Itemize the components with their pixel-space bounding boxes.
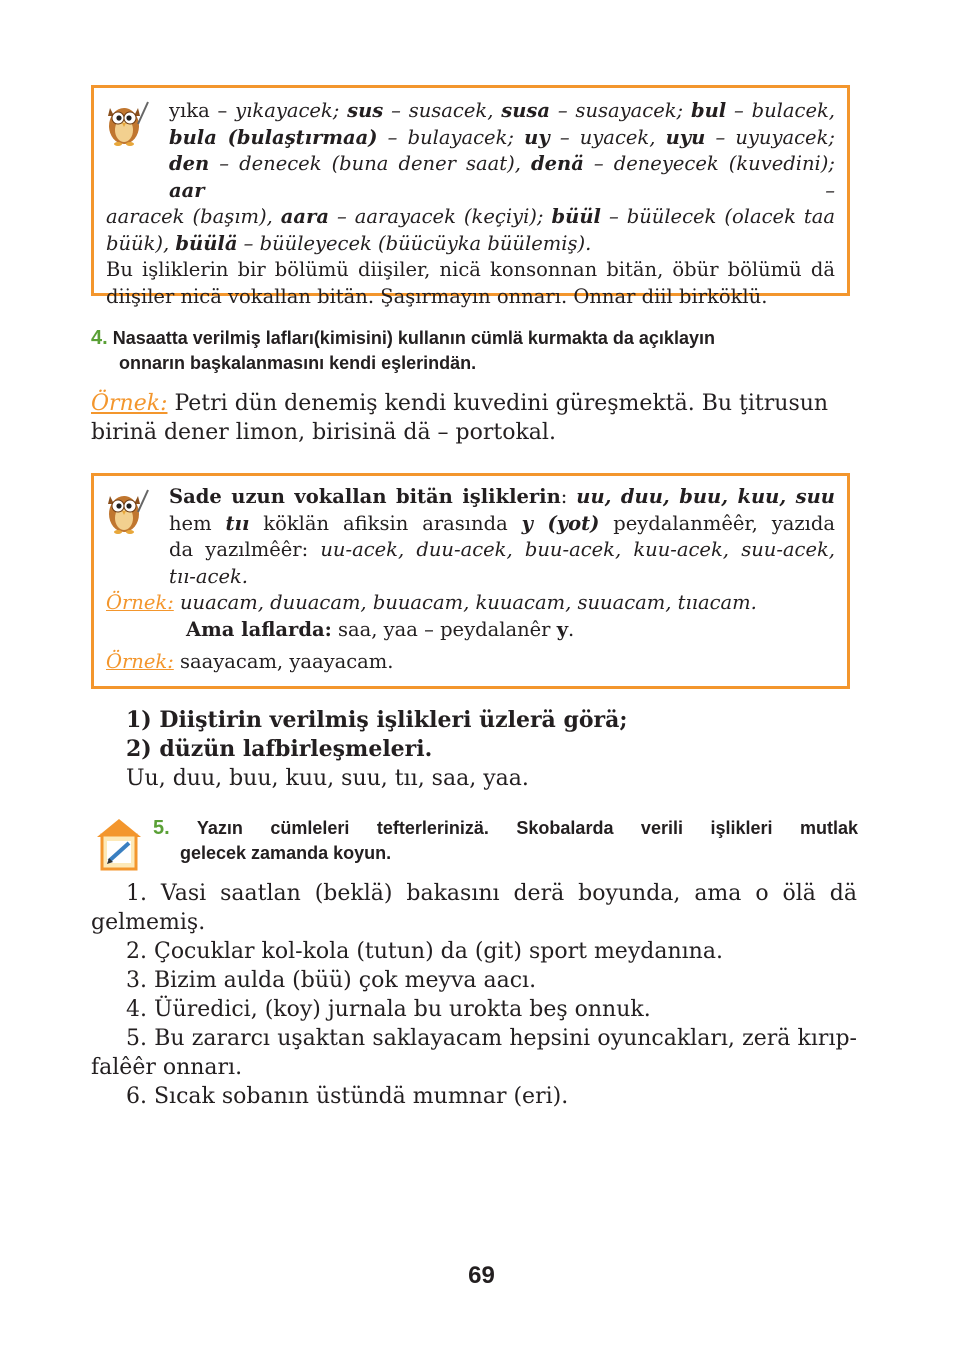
note-line [106,484,835,511]
task-text: Nasaatta verilmiş lafları(kimisini) kullanın cümlä kurmakta da açıklayın [112,328,715,348]
text-run: – büüleyecek (büücüyka büülemiş). [237,231,592,255]
instruction-line: 1) Diiştirin verilmiş işlikleri üzlerä görä; [126,707,628,733]
text-run: uy [524,125,550,149]
text-run: uu-acek, duu-acek, buu-acek, kuu-acek, suu-acek, [320,538,836,561]
note-line [106,511,835,538]
text-run: y (yot) [521,511,600,535]
text-run: – uyuyacek; [705,125,835,149]
note-example [106,649,835,676]
text-run: uyu [665,125,706,149]
text-run: büük), [106,231,176,255]
owl-icon [102,484,150,536]
task-number: 4. [91,327,108,349]
text-run: yıkayacek; [235,99,348,122]
text-run: tıı-acek. [169,564,248,588]
text-run: – bulacek, [726,99,836,122]
note-line [106,151,835,204]
task-text: onnarın başkalanmasını kendi eşlerindän. [119,353,477,373]
note-example [106,590,835,617]
text-run: – bulayacek; [377,125,525,149]
task-text: Yazın cümleleri tefterlerinizä. Skobalarda verili işlikleri mutlak [196,818,858,838]
example-text: saayacam, yaayacam. [173,650,394,673]
text-run: bula (bulaştırmaa) [169,125,378,149]
example-text: uuacam, duuacam, buuacam, kuuacam, suuacam, tııacam. [173,591,757,614]
note-line [106,125,835,152]
task-number: 5. [153,817,170,839]
text-run: denä [530,152,584,175]
text-run: bul [690,99,727,122]
page-number: 69 [468,1262,495,1289]
text-run: – uyacek, [549,125,666,149]
text-run: aar [169,178,205,202]
example-label: Örnek: [106,591,174,614]
text-run: – [204,178,835,202]
text-run: büülä [175,231,238,255]
text-run: – susayacek; [550,99,691,122]
example-text: Petri dün denemiş kendi kuvedini güreşmektä. Bu ţitrusun [167,391,829,416]
text-run: hem [169,511,226,535]
sentence: 4. Üüredici, (koy) jurnala bu urokta beş onnuk. [126,997,651,1022]
sentence: gelmemiş. [91,910,206,935]
sentence: 3. Bizim aulda (büü) çok meyva aacı. [126,968,537,993]
text-run: – denecek (buna dener saat), [209,152,531,175]
grammar-note-box-2 [91,473,850,689]
sentence: 6. Sıcak sobanın üstündä mumnar (eri). [126,1084,569,1109]
note-line [106,537,835,564]
instruction-line: 2) düzün lafbirleşmeleri. [126,736,433,762]
note-line [106,204,835,231]
text-run: aaracek (başım), [106,205,281,228]
example-paragraph [91,389,851,447]
word-list: Uu, duu, buu, kuu, suu, tıı, saa, yaa. [126,766,529,791]
note-line [106,284,835,311]
text-run: : [560,485,577,508]
text-run: köklän afiksin arasında [249,511,522,535]
house-pencil-icon [93,817,145,873]
text-run: uu, duu, buu, kuu, suu [576,485,835,508]
sentence-list [91,879,857,1111]
text-run: tıı [225,511,250,535]
text-run: diişiler nicä vokallan bitän. Şaşırmayın onnarı. Onnar diil birköklü. [106,284,768,308]
text-run: den [169,152,210,175]
text-run: Sade uzun vokallan bitän işliklerin [169,485,561,508]
text-run: sus [347,99,384,122]
grammar-note-box-1 [91,85,850,308]
note-line: Ama laflarda: saa, yaa – peydalanêr y. [186,617,575,641]
text-run: aara [280,205,329,228]
example-label: Örnek: [91,391,168,416]
task-4 [91,326,861,376]
instructions [91,706,851,793]
example-text: birinä dener limon, birisinä dä – portokal. [91,420,556,445]
note-line [106,257,835,284]
text-run: – deneyecek (kuvedini); [583,152,835,175]
text-run: yıka – [169,99,236,122]
sentence: 2. Çocuklar kol-kola (tutun) da (git) sport meydanına. [126,939,723,964]
text-run: Bu işliklerin bir bölümü diişiler, nicä konsonnan bitän, öbür bölümü dä [106,258,835,281]
example-label: Örnek: [106,650,174,673]
text-run: peydalanmêêr, yazıda [599,511,835,535]
sentence: 1. Vasi saatlan (beklä) bakasını derä boyunda, ama o ölä dä [126,881,857,906]
text-run: da yazılmêêr: [169,538,321,561]
note-line [106,231,835,258]
sentence: 5. Bu zararcı uşaktan saklayacam hepsini oyuncakları, zerä kırıp- [126,1026,857,1051]
text-run: – aarayacek (keçiyi); [328,205,552,228]
text-run: – büülecek (olacek taa [600,205,836,228]
task-text: gelecek zamanda koyun. [180,843,392,863]
text-run: susa [501,99,551,122]
text-run: – susacek, [383,99,502,122]
text-run: büül [551,205,601,228]
note-line [106,98,835,125]
sentence: falêêr onnarı. [91,1055,243,1080]
owl-icon [102,96,150,148]
task-5 [153,816,858,866]
note-line [106,564,835,591]
